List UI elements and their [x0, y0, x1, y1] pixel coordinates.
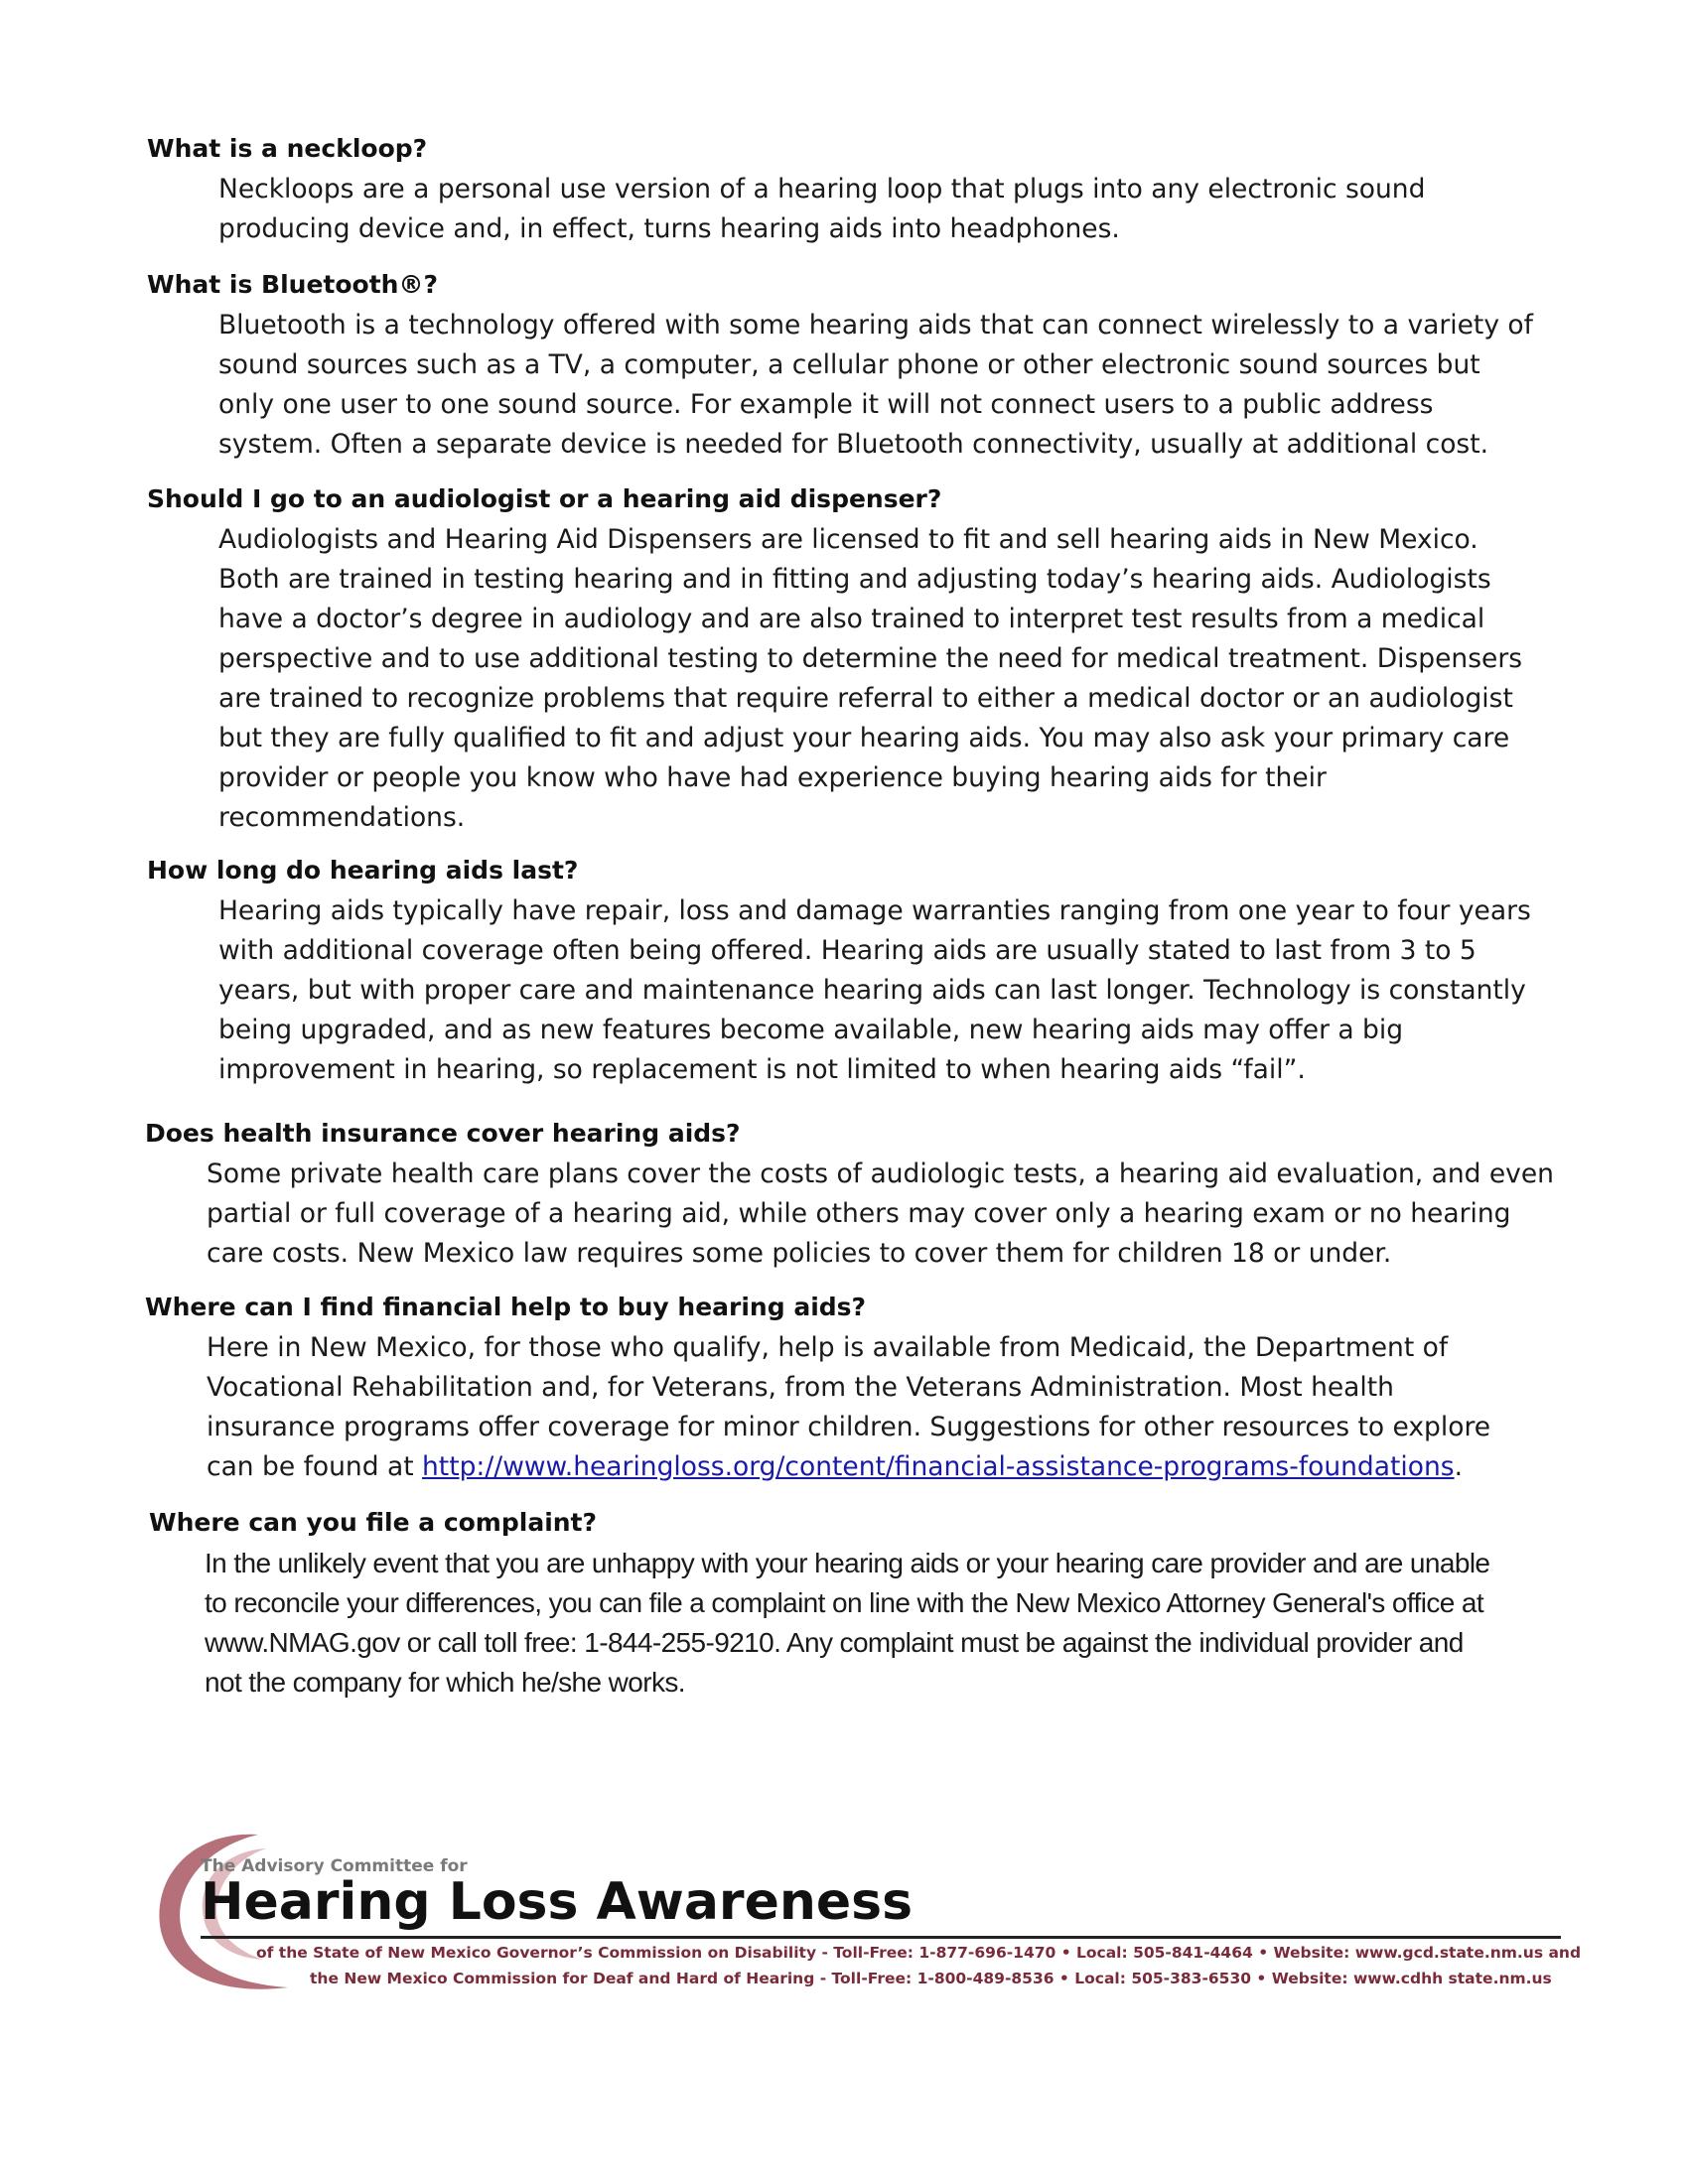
answer-line: insurance programs offer coverage for minor children. Suggestions for other resources to explore — [207, 1412, 1491, 1442]
faq-section-neckloop — [147, 132, 1557, 249]
footer-subtitle: The Advisory Committee for — [201, 1856, 468, 1876]
faq-section-lifespan — [147, 854, 1557, 1090]
faq-answer — [205, 1544, 1559, 1703]
answer-line-with-link — [207, 1447, 1555, 1487]
answer-line: www.NMAG.gov or call toll free: 1-844-255-9210. Any complaint must be against the individual provider and — [205, 1627, 1464, 1658]
answer-line: Hearing aids typically have repair, loss and damage warranties ranging from one year to four years — [218, 895, 1531, 926]
answer-line: sound sources such as a TV, a computer, a cellular phone or other electronic sound sources but — [218, 349, 1480, 380]
answer-line: have a doctor’s degree in audiology and are also trained to interpret test results from a medical — [218, 604, 1485, 634]
answer-line: with additional coverage often being offered. Hearing aids are usually stated to last from 3 to 5 — [218, 935, 1477, 966]
answer-line: Some private health care plans cover the costs of audiologic tests, a hearing aid evaluation, and even — [207, 1159, 1554, 1189]
faq-question: Where can I find financial help to buy hearing aids? — [145, 1293, 867, 1321]
answer-line: but they are fully qualified to fit and adjust your hearing aids. You may also ask your primary care — [218, 723, 1510, 753]
answer-line: perspective and to use additional testing to determine the need for medical treatment. Dispensers — [218, 643, 1523, 674]
answer-line: years, but with proper care and maintenance hearing aids can last longer. Technology is constantly — [218, 975, 1526, 1006]
answer-link-suffix: . — [1454, 1451, 1463, 1482]
answer-line: are trained to recognize problems that require referral to either a medical doctor or an audiologist — [218, 683, 1513, 714]
faq-section-financial-help — [145, 1291, 1555, 1487]
answer-line: Both are trained in testing hearing and in fitting and adjusting today’s hearing aids. Audiologists — [218, 564, 1491, 595]
footer-logo-block — [149, 1827, 1582, 2005]
faq-question: Should I go to an audiologist or a hearing aid dispenser? — [147, 484, 942, 513]
faq-question: How long do hearing aids last? — [147, 856, 579, 885]
financial-assistance-link[interactable]: http://www.hearingloss.org/content/financial-assistance-programs-foundations — [422, 1451, 1455, 1482]
faq-section-bluetooth — [147, 268, 1557, 465]
footer-contact-line-2: the New Mexico Commission for Deaf and Hard of Hearing - Toll-Free: 1-800-489-8536 • Local: 505-383-6530 • Website: www.cdhh state.nm.us — [310, 1970, 1552, 1987]
faq-section-complaint — [149, 1506, 1559, 1703]
answer-line: provider or people you know who have had experience buying hearing aids for their — [218, 762, 1327, 793]
faq-section-audiologist — [147, 482, 1557, 838]
footer-contact-line-1: of the State of New Mexico Governor’s Commission on Disability - Toll-Free: 1-877-696-1470 • Local: 505-841-4464 • Website: www.gcd.state.nm.us and — [256, 1944, 1582, 1962]
footer-title: Hearing Loss Awareness — [201, 1872, 914, 1932]
footer-rule — [201, 1936, 1561, 1939]
answer-line: only one user to one sound source. For example it will not connect users to a public address — [218, 389, 1434, 420]
answer-line: In the unlikely event that you are unhappy with your hearing aids or your hearing care provider and are unable — [205, 1548, 1490, 1578]
answer-line: to reconcile your differences, you can file a complaint on line with the New Mexico Attorney General's office at — [205, 1587, 1484, 1618]
answer-line: system. Often a separate device is needed for Bluetooth connectivity, usually at additional cost. — [218, 429, 1489, 460]
faq-question: What is a neckloop? — [147, 134, 428, 163]
faq-answer — [218, 306, 1557, 465]
answer-link-prefix: can be found at — [207, 1451, 423, 1482]
faq-question: What is Bluetooth®? — [147, 270, 438, 299]
answer-line: Neckloops are a personal use version of a hearing loop that plugs into any electronic sound — [218, 174, 1426, 205]
faq-question: Does health insurance cover hearing aids? — [145, 1119, 741, 1148]
faq-question: Where can you file a complaint? — [149, 1508, 598, 1537]
answer-line: Here in New Mexico, for those who qualify, help is available from Medicaid, the Department of — [207, 1332, 1449, 1363]
faq-answer — [218, 520, 1557, 838]
answer-line: improvement in hearing, so replacement is not limited to when hearing aids “fail”. — [218, 1054, 1306, 1085]
faq-answer — [207, 1328, 1555, 1487]
faq-answer — [207, 1155, 1555, 1274]
answer-line: partial or full coverage of a hearing aid, while others may cover only a hearing exam or no hearing — [207, 1198, 1511, 1229]
answer-line: Vocational Rehabilitation and, for Veterans, from the Veterans Administration. Most health — [207, 1372, 1394, 1403]
answer-line: not the company for which he/she works. — [205, 1667, 685, 1698]
answer-line: Bluetooth is a technology offered with some hearing aids that can connect wirelessly to a variety of — [218, 310, 1533, 341]
faq-answer — [218, 891, 1557, 1090]
answer-line: being upgraded, and as new features become available, new hearing aids may offer a big — [218, 1015, 1404, 1045]
faq-section-insurance — [145, 1117, 1555, 1274]
answer-line: producing device and, in effect, turns hearing aids into headphones. — [218, 213, 1120, 244]
faq-answer — [218, 170, 1557, 249]
answer-line: care costs. New Mexico law requires some policies to cover them for children 18 or under. — [207, 1238, 1392, 1269]
answer-line: recommendations. — [218, 802, 466, 833]
answer-line: Audiologists and Hearing Aid Dispensers are licensed to fit and sell hearing aids in New Mexico. — [218, 524, 1478, 555]
